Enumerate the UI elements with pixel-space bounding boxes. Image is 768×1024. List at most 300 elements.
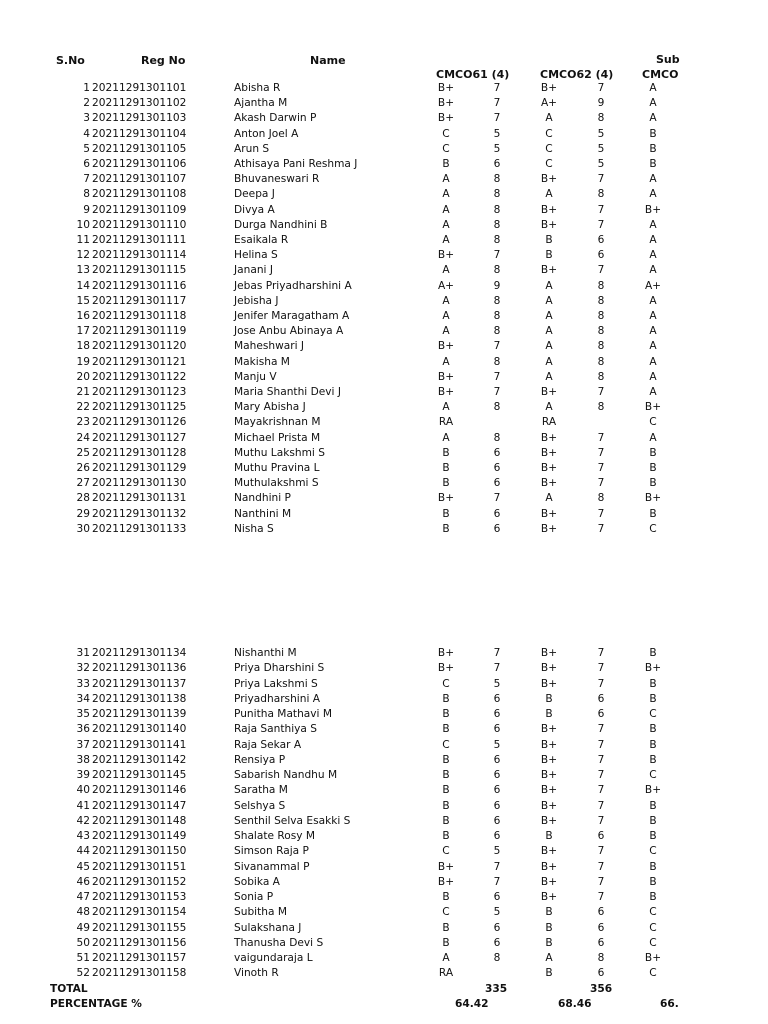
row-regno: 20211291301128 [92,446,187,459]
row-grade-subject-1: A [442,294,450,307]
row-name: Sivanammal P [234,860,310,873]
row-regno: 20211291301108 [92,188,187,201]
row-grade-subject-3: B+ [644,784,662,797]
row-name: vaigundaraja L [234,952,313,964]
row-sno: 16 [76,310,90,322]
table-row [0,173,768,188]
row-points-subject-1: 7 [493,386,501,398]
row-name: Helina S [234,249,278,262]
row-points-subject-1: 6 [493,462,501,474]
table-row [0,340,768,355]
row-grade-subject-3: B [649,677,657,690]
row-points-subject-2: 7 [597,784,605,797]
row-sno: 40 [76,784,90,797]
row-sno: 15 [76,294,90,307]
row-grade-subject-1: RA [438,416,454,429]
row-points-subject-1: 7 [493,662,501,675]
row-name: Maria Shanthi Devi J [234,386,341,398]
row-grade-subject-1: B+ [437,82,455,94]
row-grade-subject-2: B+ [540,662,558,675]
row-sno: 10 [76,218,90,231]
row-points-subject-1: 5 [493,738,501,751]
row-grade-subject-1: C [442,142,450,155]
table-row [0,234,768,249]
table-row [0,447,768,462]
row-grade-subject-1: B [442,708,450,720]
row-points-subject-2: 8 [597,294,605,307]
row-grade-subject-2: B+ [540,431,558,444]
row-points-subject-1: 8 [493,294,501,307]
row-grade-subject-1: A [442,188,450,201]
table-row [0,845,768,860]
row-grade-subject-1: A [442,264,450,277]
row-name: Durga Nandhini B [234,218,328,231]
row-grade-subject-2: C [545,127,553,140]
row-points-subject-2: 7 [597,462,605,474]
row-regno: 20211291301141 [92,738,187,751]
row-points-subject-1: 5 [493,677,501,690]
table-row [0,723,768,738]
table-row [0,158,768,173]
row-sno: 43 [76,830,90,842]
row-grade-subject-3: B [649,158,657,170]
row-points-subject-1: 6 [493,814,501,827]
row-grade-subject-1: B [442,814,450,827]
row-name: Saratha M [234,784,288,797]
row-regno: 20211291301146 [92,784,187,797]
row-grade-subject-2: A [545,294,553,307]
row-name: Divya A [234,203,275,216]
row-grade-subject-3: B+ [644,952,662,964]
row-regno: 20211291301155 [92,921,187,934]
row-grade-subject-3: C [649,769,657,781]
row-name: Shalate Rosy M [234,830,316,842]
row-grade-subject-3: A [649,325,657,338]
row-sno: 29 [76,507,90,520]
row-name: Nanthini M [234,507,292,520]
table-row [0,82,768,97]
row-regno: 20211291301136 [92,662,187,675]
row-points-subject-2: 7 [597,218,605,231]
row-grade-subject-2: A+ [540,97,558,110]
row-points-subject-1: 6 [493,158,501,170]
row-points-subject-1: 8 [493,218,501,231]
row-grade-subject-3: B [649,127,657,140]
table-row [0,754,768,769]
row-grade-subject-1: B+ [437,340,455,353]
header-subject-1: CMCO61 (4) [436,68,510,81]
row-grade-subject-2: A [545,355,553,368]
row-regno: 20211291301119 [92,325,187,338]
table-row [0,830,768,845]
row-grade-subject-3: A [649,218,657,231]
row-name: Raja Sekar A [234,738,302,751]
row-name: Muthulakshmi S [234,477,319,490]
row-sno: 13 [76,264,90,277]
row-points-subject-1: 6 [493,446,501,459]
row-points-subject-1: 7 [493,370,501,383]
table-row [0,462,768,477]
row-grade-subject-1: A [442,234,450,246]
row-points-subject-2: 8 [597,188,605,201]
row-points-subject-1: 8 [493,234,501,246]
row-grade-subject-1: B+ [437,97,455,110]
row-points-subject-2: 7 [597,845,605,858]
row-name: Punitha Mathavi M [234,708,333,720]
row-grade-subject-3: A [649,310,657,322]
row-points-subject-2: 7 [597,173,605,186]
row-name: Deepa J [234,188,275,201]
row-points-subject-2: 7 [597,647,605,659]
row-grade-subject-1: B+ [437,492,455,505]
row-points-subject-2: 6 [597,249,605,262]
row-grade-subject-1: B [442,462,450,474]
row-regno: 20211291301105 [92,142,187,155]
table-row [0,693,768,708]
row-points-subject-1: 6 [493,799,501,812]
row-grade-subject-2: B+ [540,386,558,398]
row-points-subject-1: 8 [493,325,501,338]
row-points-subject-1: 6 [493,784,501,797]
row-regno: 20211291301151 [92,860,187,873]
table-row [0,708,768,723]
row-points-subject-2: 7 [597,203,605,216]
row-sno: 31 [76,647,90,659]
row-points-subject-2: 8 [597,952,605,964]
table-row [0,249,768,264]
row-regno: 20211291301116 [92,279,187,292]
table-row [0,647,768,662]
row-points-subject-2: 8 [597,340,605,353]
row-grade-subject-2: A [545,492,553,505]
row-grade-subject-3: B [649,446,657,459]
row-regno: 20211291301145 [92,769,187,781]
row-regno: 20211291301147 [92,799,187,812]
table-row [0,386,768,401]
row-grade-subject-3: A [649,82,657,94]
row-regno: 20211291301109 [92,203,187,216]
row-grade-subject-3: B [649,860,657,873]
row-points-subject-1: 5 [493,127,501,140]
row-sno: 36 [76,723,90,736]
row-grade-subject-3: A [649,234,657,246]
row-name: Manju V [234,370,277,383]
row-name: Arun S [234,142,270,155]
table-row [0,678,768,693]
row-name: Esaikala R [234,234,289,246]
row-points-subject-1: 6 [493,522,501,535]
row-grade-subject-3: A [649,173,657,186]
row-points-subject-2: 9 [597,97,605,110]
row-grade-subject-2: B [545,921,553,934]
row-regno: 20211291301123 [92,386,187,398]
row-regno: 20211291301121 [92,355,187,368]
row-grade-subject-3: B+ [644,662,662,675]
row-regno: 20211291301115 [92,264,187,277]
row-name: Subitha M [234,906,287,919]
row-name: Bhuvaneswari R [234,173,320,186]
row-sno: 49 [76,921,90,934]
row-grade-subject-2: A [545,310,553,322]
row-grade-subject-1: B+ [437,249,455,262]
row-regno: 20211291301114 [92,249,187,262]
row-points-subject-1: 6 [493,507,501,520]
row-sno: 30 [76,522,90,535]
row-regno: 20211291301133 [92,522,187,535]
table-row [0,952,768,967]
row-grade-subject-1: C [442,738,450,751]
row-grade-subject-2: A [545,370,553,383]
row-points-subject-2: 7 [597,386,605,398]
row-grade-subject-1: B [442,446,450,459]
row-name: Priyadharshini A [234,692,320,705]
row-grade-subject-3: A [649,264,657,277]
row-regno: 20211291301157 [92,952,187,964]
row-points-subject-1: 8 [493,310,501,322]
row-grade-subject-1: C [442,127,450,140]
row-grade-subject-1: A [442,355,450,368]
row-sno: 1 [83,82,90,94]
row-grade-subject-2: B [545,708,553,720]
row-grade-subject-1: B+ [437,370,455,383]
row-sno: 33 [76,677,90,690]
row-grade-subject-2: B+ [540,203,558,216]
table-row [0,815,768,830]
row-grade-subject-3: B [649,723,657,736]
row-grade-subject-2: B+ [540,860,558,873]
row-points-subject-2: 5 [597,158,605,170]
row-grade-subject-2: B+ [540,799,558,812]
table-row [0,477,768,492]
row-grade-subject-3: B [649,477,657,490]
table-row [0,967,768,982]
row-points-subject-1: 8 [493,173,501,186]
row-points-subject-2: 6 [597,234,605,246]
row-regno: 20211291301101 [92,82,187,94]
row-grade-subject-2: B+ [540,769,558,781]
row-name: Athisaya Pani Reshma J [234,158,358,170]
row-regno: 20211291301110 [92,218,187,231]
row-sno: 28 [76,492,90,505]
table-row [0,143,768,158]
row-points-subject-1: 8 [493,203,501,216]
row-points-subject-1: 7 [493,340,501,353]
row-regno: 20211291301120 [92,340,187,353]
row-grade-subject-3: A [649,370,657,383]
row-grade-subject-1: B [442,507,450,520]
table-row [0,891,768,906]
row-grade-subject-1: A [442,173,450,186]
row-sno: 22 [76,401,90,414]
row-name: Selshya S [234,799,286,812]
row-grade-subject-1: A [442,401,450,414]
row-sno: 50 [76,936,90,949]
row-grade-subject-2: B+ [540,875,558,888]
row-grade-subject-1: B [442,522,450,535]
table-row [0,662,768,677]
row-grade-subject-1: A+ [437,279,455,292]
row-name: Akash Darwin P [234,112,317,125]
row-points-subject-2: 8 [597,279,605,292]
table-row [0,876,768,891]
row-grade-subject-1: B [442,769,450,781]
row-points-subject-1: 8 [493,188,501,201]
row-points-subject-1: 6 [493,692,501,705]
row-points-subject-2: 7 [597,875,605,888]
row-grade-subject-3: C [649,906,657,919]
table-row [0,219,768,234]
row-sno: 3 [83,112,90,125]
row-points-subject-1: 5 [493,906,501,919]
row-grade-subject-3: A [649,294,657,307]
row-points-subject-2: 7 [597,860,605,873]
row-regno: 20211291301130 [92,477,187,490]
row-points-subject-2: 7 [597,769,605,781]
row-regno: 20211291301102 [92,97,187,110]
row-grade-subject-3: A [649,249,657,262]
row-points-subject-1: 8 [493,952,501,964]
row-grade-subject-3: B [649,462,657,474]
row-sno: 45 [76,860,90,873]
row-points-subject-2: 7 [597,723,605,736]
row-name: Priya Dharshini S [234,662,325,675]
row-name: Nandhini P [234,492,291,505]
row-points-subject-2: 8 [597,325,605,338]
row-grade-subject-2: A [545,188,553,201]
row-regno: 20211291301138 [92,692,187,705]
row-grade-subject-2: B+ [540,462,558,474]
row-regno: 20211291301152 [92,875,187,888]
row-regno: 20211291301104 [92,127,187,140]
total-label: TOTAL [50,983,88,995]
table-row [0,906,768,921]
row-points-subject-2: 7 [597,264,605,277]
row-sno: 51 [76,952,90,964]
row-sno: 11 [76,234,90,246]
header-name: Name [310,54,346,67]
row-regno: 20211291301107 [92,173,187,186]
row-grade-subject-3: B [649,738,657,751]
row-name: Simson Raja P [234,845,309,858]
row-sno: 23 [76,416,90,429]
row-grade-subject-3: A [649,386,657,398]
row-points-subject-1: 6 [493,936,501,949]
row-grade-subject-1: B [442,936,450,949]
table-row [0,416,768,431]
row-points-subject-2: 5 [597,127,605,140]
row-points-subject-1: 5 [493,142,501,155]
table-row [0,97,768,112]
row-grade-subject-3: B [649,875,657,888]
table-row [0,937,768,952]
row-points-subject-2: 7 [597,507,605,520]
table-row [0,769,768,784]
row-regno: 20211291301150 [92,845,187,858]
row-sno: 44 [76,845,90,858]
row-points-subject-2: 7 [597,677,605,690]
row-points-subject-1: 8 [493,431,501,444]
row-points-subject-2: 7 [597,891,605,903]
row-points-subject-2: 8 [597,370,605,383]
row-name: Muthu Pravina L [234,462,320,474]
row-grade-subject-3: A [649,340,657,353]
row-sno: 37 [76,738,90,751]
row-regno: 20211291301122 [92,370,187,383]
row-sno: 26 [76,462,90,474]
row-points-subject-2: 6 [597,967,605,980]
row-grade-subject-1: B [442,692,450,705]
row-grade-subject-2: B [545,234,553,246]
row-points-subject-1: 7 [493,492,501,505]
row-grade-subject-1: A [442,203,450,216]
row-sno: 17 [76,325,90,338]
row-name: Sulakshana J [234,921,302,934]
row-name: Nishanthi M [234,647,297,659]
row-grade-subject-3: B+ [644,203,662,216]
row-regno: 20211291301103 [92,112,187,125]
row-regno: 20211291301127 [92,431,187,444]
row-grade-subject-1: B+ [437,112,455,125]
row-grade-subject-1: B [442,830,450,842]
row-grade-subject-2: B+ [540,738,558,751]
row-sno: 5 [83,142,90,155]
row-name: Janani J [234,264,273,277]
row-grade-subject-1: B+ [437,647,455,659]
row-points-subject-2: 7 [597,738,605,751]
row-points-subject-1: 6 [493,921,501,934]
row-regno: 20211291301111 [92,234,187,246]
row-points-subject-2: 5 [597,142,605,155]
row-points-subject-2: 7 [597,477,605,490]
row-points-subject-2: 7 [597,753,605,766]
row-grade-subject-2: B [545,249,553,262]
row-sno: 12 [76,249,90,262]
row-points-subject-1: 7 [493,82,501,94]
row-grade-subject-2: A [545,279,553,292]
row-points-subject-2: 7 [597,662,605,675]
row-grade-subject-2: A [545,340,553,353]
row-name: Jebisha J [234,294,279,307]
row-grade-subject-2: A [545,401,553,414]
row-sno: 46 [76,875,90,888]
row-points-subject-1: 8 [493,401,501,414]
row-sno: 34 [76,692,90,705]
row-grade-subject-2: B+ [540,845,558,858]
row-grade-subject-2: B+ [540,814,558,827]
row-grade-subject-1: B [442,477,450,490]
row-name: Mayakrishnan M [234,416,321,429]
total-value-1: 335 [485,983,508,995]
row-points-subject-1: 5 [493,845,501,858]
row-grade-subject-2: B [545,830,553,842]
row-grade-subject-1: RA [438,967,454,980]
row-grade-subject-1: B [442,784,450,797]
row-points-subject-1: 8 [493,355,501,368]
row-points-subject-1: 7 [493,875,501,888]
row-points-subject-2: 7 [597,814,605,827]
row-grade-subject-1: C [442,845,450,858]
row-points-subject-2: 6 [597,830,605,842]
header-subject-group: Sub [656,53,680,66]
row-points-subject-1: 6 [493,769,501,781]
row-grade-subject-2: A [545,952,553,964]
row-sno: 14 [76,279,90,292]
row-points-subject-2: 8 [597,401,605,414]
row-sno: 42 [76,814,90,827]
table-row [0,922,768,937]
table-row [0,401,768,416]
row-grade-subject-1: B+ [437,662,455,675]
